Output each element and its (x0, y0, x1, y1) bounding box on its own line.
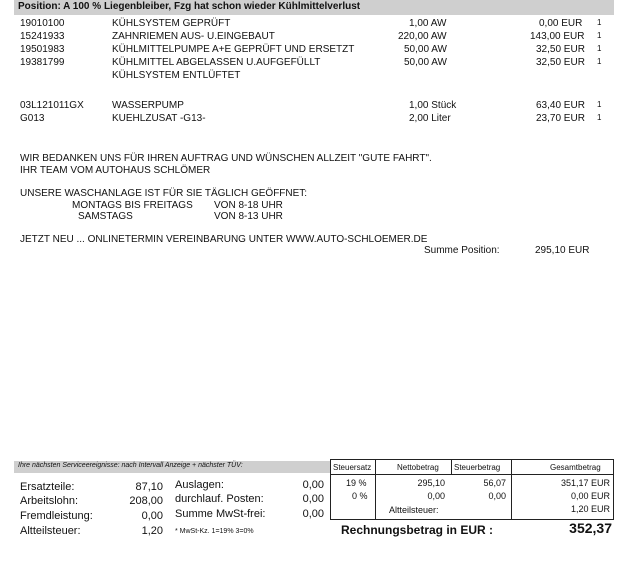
item-flag: 1 (597, 44, 602, 53)
wash-line-1: UNSERE WASCHANLAGE IST FÜR SIE TÄGLICH GEÖFFNET: (20, 188, 308, 199)
item-desc: ZAHNRIEMEN AUS- U.EINGEBAUT (112, 31, 275, 42)
item-desc: KÜHLSYSTEM GEPRÜFT (112, 18, 231, 29)
summe-mwst-frei-value: 0,00 (302, 508, 324, 520)
total-label: Rechnungsbetrag in EUR : (341, 523, 494, 537)
durchlauf-posten-label: durchlauf. Posten: (175, 493, 264, 505)
col-steuersatz: Steuersatz (333, 463, 372, 472)
item-code: 15241933 (20, 31, 65, 42)
arbeitslohn-label: Arbeitslohn: (20, 495, 79, 507)
col-gesamtbetrag: Gesamtbetrag (550, 463, 601, 472)
item-code: 19010100 (20, 18, 65, 29)
position-header-text: Position: A 100 % Liegenbleiber, Fzg hat schon wieder Kühlmittelverlust (18, 1, 361, 12)
part-flag: 1 (597, 113, 602, 122)
wash-time-1: VON 8-18 UHR (214, 200, 283, 211)
mwst-note: * MwSt-Kz. 1=19% 3=0% (175, 528, 254, 535)
tax-table-col-divider (375, 459, 376, 520)
summe-position-label: Summe Position: (424, 245, 500, 256)
summe-mwst-frei-label: Summe MwSt-frei: (175, 508, 266, 520)
gross-2: 0,00 EUR (570, 491, 610, 501)
ersatzteile-value: 87,10 (135, 481, 163, 493)
total-value: 352,37 (569, 520, 612, 536)
item-price: 32,50 EUR (536, 57, 585, 68)
tax-table-header-divider (330, 474, 614, 475)
item-flag: 1 (597, 57, 602, 66)
thanks-line-1: WIR BEDANKEN UNS FÜR IHREN AUFTRAG UND WÜNSCHEN ALLZEIT "GUTE FAHRT". (20, 153, 432, 164)
altteilsteuer-table-value: 1,20 EUR (570, 504, 610, 514)
auslagen-label: Auslagen: (175, 479, 224, 491)
part-code: 03L121011GX (20, 100, 84, 111)
part-desc: KUEHLZUSAT -G13- (112, 113, 206, 124)
item-qty: 50,00 AW (404, 57, 447, 68)
item-price: 0,00 EUR (539, 18, 583, 29)
wash-time-2: VON 8-13 UHR (214, 211, 283, 222)
wash-days-2: SAMSTAGS (78, 211, 133, 222)
item-qty: 220,00 AW (398, 31, 447, 42)
net-2: 0,00 (427, 491, 445, 501)
rate-2: 0 % (352, 491, 368, 501)
tax-table-col-divider (451, 459, 452, 475)
summe-position-value: 295,10 EUR (535, 245, 590, 256)
fremdleistung-label: Fremdleistung: (20, 510, 93, 522)
col-nettobetrag: Nettobetrag (397, 463, 439, 472)
item-qty: 50,00 AW (404, 44, 447, 55)
item-price: 32,50 EUR (536, 44, 585, 55)
altteilsteuer-value: 1,20 (141, 525, 163, 537)
item-code: 19501983 (20, 44, 65, 55)
part-price: 63,40 EUR (536, 100, 585, 111)
altteilsteuer-label: Altteilsteuer: (20, 525, 81, 537)
part-code: G013 (20, 113, 45, 124)
tax-2: 0,00 (488, 491, 506, 501)
part-desc: WASSERPUMP (112, 100, 184, 111)
item-flag: 1 (597, 31, 602, 40)
part-qty: 1,00 Stück (409, 100, 457, 111)
ersatzteile-label: Ersatzteile: (20, 481, 75, 493)
auslagen-value: 0,00 (302, 479, 324, 491)
service-events-text: Ihre nächsten Serviceereignisse: nach Intervall Anzeige + nächster TÜV: (18, 462, 243, 469)
net-1: 295,10 (417, 478, 445, 488)
item-desc: KÜHLMITTEL ABGELASSEN U.AUFGEFÜLLT (112, 57, 321, 68)
tax-1: 56,07 (483, 478, 506, 488)
part-price: 23,70 EUR (536, 113, 585, 124)
part-flag: 1 (597, 100, 602, 109)
fremdleistung-value: 0,00 (141, 510, 163, 522)
labor-note: KÜHLSYSTEM ENTLÜFTET (112, 70, 241, 81)
gross-1: 351,17 EUR (560, 478, 610, 488)
item-price: 143,00 EUR (530, 31, 585, 42)
thanks-line-2: IHR TEAM VOM AUTOHAUS SCHLÖMER (20, 165, 211, 176)
rate-1: 19 % (346, 478, 367, 488)
durchlauf-posten-value: 0,00 (302, 493, 324, 505)
item-flag: 1 (597, 18, 602, 27)
item-code: 19381799 (20, 57, 65, 68)
part-qty: 2,00 Liter (409, 113, 451, 124)
arbeitslohn-value: 208,00 (129, 495, 163, 507)
col-steuerbetrag: Steuerbetrag (454, 463, 501, 472)
tax-table-col-divider (511, 459, 512, 520)
wash-days-1: MONTAGS BIS FREITAGS (72, 200, 193, 211)
online-booking-text: JETZT NEU ... ONLINETERMIN VEREINBARUNG UNTER WWW.AUTO-SCHLOEMER.DE (20, 234, 428, 245)
altteilsteuer-table-label: Altteilsteuer: (389, 505, 439, 515)
item-qty: 1,00 AW (409, 18, 447, 29)
item-desc: KÜHLMITTELPUMPE A+E GEPRÜFT UND ERSETZT (112, 44, 355, 55)
